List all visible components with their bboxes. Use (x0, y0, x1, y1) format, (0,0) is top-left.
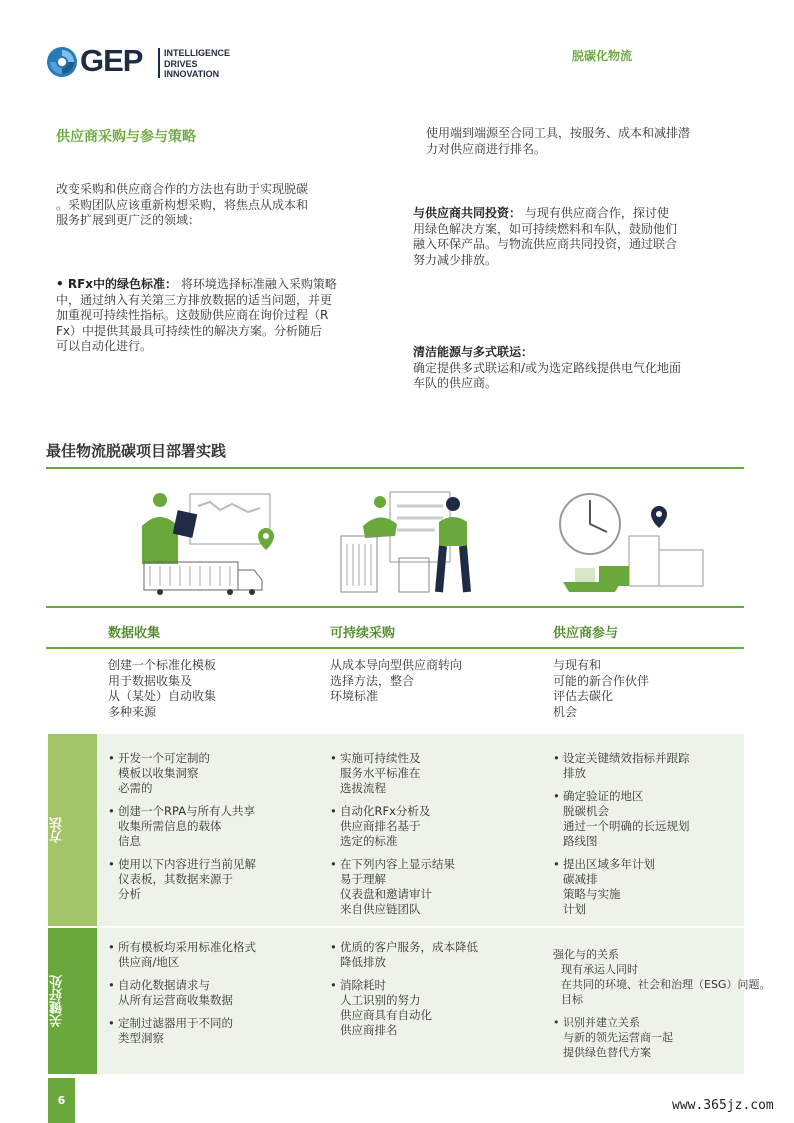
header-title: 脱碳化物流 (572, 49, 633, 63)
benefit-list-sustainable-sourcing (330, 940, 540, 1046)
supplier-engagement-illustration (555, 486, 710, 596)
rfx-paragraph: • RFx中的绿色标准： 将环境选择标准融入采购策略 中，通过纳入有关第三方排放数据的适当问题，并更 加重视可持续性指标。这鼓励供应商在询价过程（R Fx）中提供其最具可持续性的解决方案。分析随后 可以自动化进行。 (56, 277, 337, 353)
list-item: • 实施可持续性及 服务水平标准在 选拔流程 (330, 751, 540, 796)
list-item: • 所有模板均采用标准化格式 供应商/地区 (108, 940, 318, 970)
rfx-title: • RFx中的绿色标准： (56, 277, 178, 291)
method-label-bar (48, 734, 97, 926)
ranking-paragraph: 使用端到端源至合同工具，按服务、成本和减排潜 力对供应商进行排名。 (426, 126, 691, 156)
logo-divider (158, 48, 160, 78)
method-list-data-collection (108, 751, 318, 910)
clean-energy-paragraph: 清洁能源与多式联运： 确定提供多式联运和/或为选定路线提供电气化地面 车队的供应商。 (413, 345, 682, 390)
benefit-label-bar (48, 928, 97, 1074)
list-item: • 在下列内容上显示结果 易于理解 仪表盘和邀请审计 来自供应链团队 (330, 857, 540, 917)
watermark: www.365jz.com (672, 1098, 774, 1113)
list-item: • 消除耗时 人工识别的努力 供应商具有自动化 供应商排名 (330, 978, 540, 1038)
column-title-data-collection: 数据收集 (108, 626, 161, 641)
list-item: • 设定关键绩效指标并跟踪 排放 (553, 751, 738, 781)
list-item: • 定制过滤器用于不同的 类型洞察 (108, 1016, 318, 1046)
divider (46, 606, 744, 608)
page-number: 6 (48, 1078, 75, 1123)
intro-paragraph: 改变采购和供应商合作的方法也有助于实现脱碳 。采购团队应该重新构想采购，将焦点从成本和 服务扩展到更广泛的领域： (56, 182, 309, 227)
column-title-sustainable-sourcing: 可持续采购 (330, 626, 396, 641)
list-item: • 创建一个RPA与所有人共享 收集所需信息的载体 信息 (108, 804, 318, 849)
logo-tagline: INTELLIGENCE DRIVES INNOVATION (164, 48, 231, 79)
list-item: • 优质的客户服务，成本降低 降低排放 (330, 940, 540, 970)
benefit-list-data-collection (108, 940, 318, 1054)
list-item: • 提出区域多年计划 碳减排 策略与实施 计划 (553, 857, 738, 917)
column-title-supplier-engagement: 供应商参与 (553, 626, 619, 641)
gep-logo (46, 43, 246, 80)
column-description: 从成本导向型供应商转向 选择方法，整合 环境标准 (330, 658, 463, 703)
logo-wordmark: GEP (80, 43, 143, 78)
practices-heading: 最佳物流脱碳项目部署实践 (46, 442, 227, 460)
method-label: 方法 (50, 817, 65, 843)
divider (46, 467, 744, 469)
list-item: • 自动化数据请求与 从所有运营商收集数据 (108, 978, 318, 1008)
coinvest-title: 与供应商共同投资： (413, 206, 522, 220)
data-collection-illustration (120, 486, 275, 596)
clean-energy-title: 清洁能源与多式联运： (413, 345, 534, 359)
column-description: 与现有和 可能的新合作伙伴 评估去碳化 机会 (553, 658, 650, 719)
list-item: • 确定验证的地区 脱碳机会 通过一个明确的长远规划 路线图 (553, 789, 738, 849)
divider (46, 647, 744, 649)
sustainable-sourcing-illustration (335, 486, 485, 596)
list-item: 强化与的关系 现有承运人同时 在共同的环境、社会和治理（ESG）问题。 目标 (553, 948, 771, 1006)
benefit-list-supplier-engagement (553, 947, 789, 1068)
coinvest-paragraph: 与供应商共同投资： 与现有供应商合作，探讨使 用绿色解决方案，如可持续燃料和车队，鼓励他们 融入环保产品。与物流供应商共同投资，通过联合 努力减少排放。 (413, 206, 678, 267)
section-heading: 供应商采购与参与策略 (56, 129, 196, 145)
list-item: • 开发一个可定制的 模板以收集洞察 必需的 (108, 751, 318, 796)
method-list-supplier-engagement (553, 751, 738, 925)
gep-swirl-icon (46, 46, 78, 78)
benefit-label: 关键好处 (50, 975, 65, 1027)
list-item: • 使用以下内容进行当前见解 仪表板，其数据来源于 分析 (108, 857, 318, 902)
method-list-sustainable-sourcing (330, 751, 540, 925)
column-description: 创建一个标准化模板 用于数据收集及 从（某处）自动收集 多种来源 (108, 658, 217, 719)
list-item: • 自动化RFx分析及 供应商排名基于 选定的标准 (330, 804, 540, 849)
list-item: • 识别并建立关系 与新的领先运营商一起 提供绿色替代方案 (553, 1015, 789, 1060)
